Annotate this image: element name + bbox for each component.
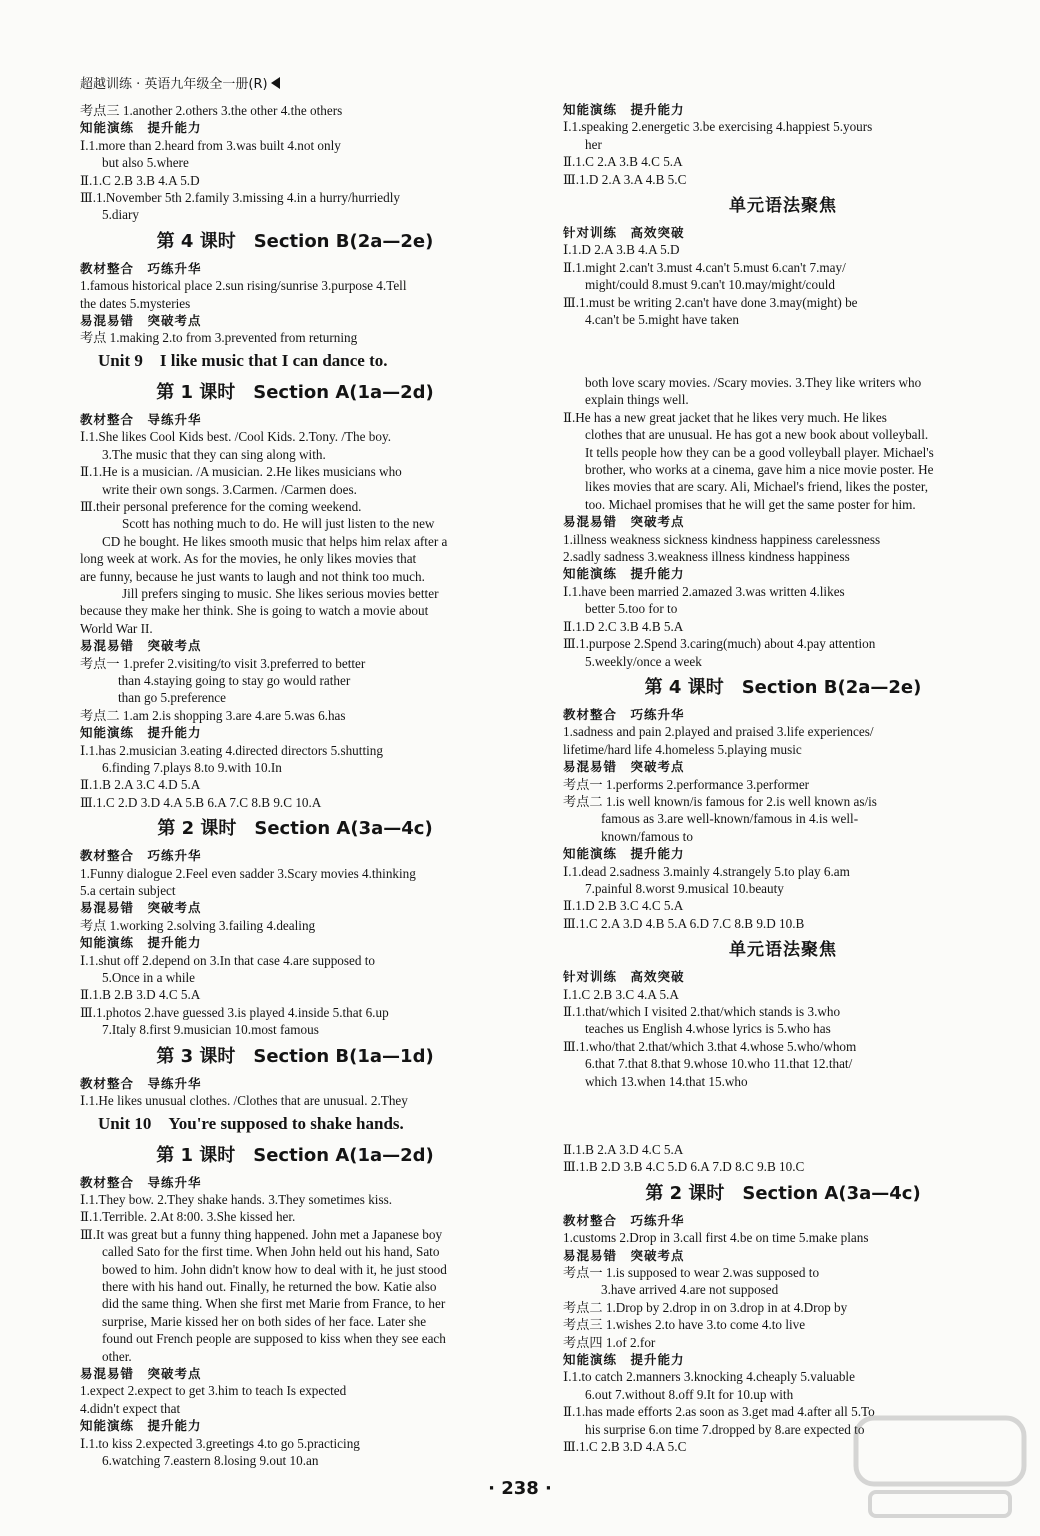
right-mid-block bbox=[563, 374, 1003, 670]
answer-line: because they make her think. She is going to watch a movie about bbox=[80, 603, 429, 619]
answer-line: 7.Italy 8.first 9.musician 10.most famous bbox=[102, 1022, 319, 1038]
running-header bbox=[80, 76, 280, 93]
left-top-block bbox=[80, 102, 510, 224]
answer-line: 考点二 1.is well known/is famous for 2.is well known as/is bbox=[563, 793, 877, 809]
answer-line: Ⅲ.1.purpose 2.Spend 3.caring(much) about 4.pay attention bbox=[563, 636, 876, 652]
answer-line: Ⅲ.1.B 2.D 3.B 4.C 5.D 6.A 7.D 8.C 9.B 10.C bbox=[563, 1159, 805, 1175]
section-heading: 知能演练 提升能力 bbox=[563, 846, 685, 862]
section-heading: 知能演练 提升能力 bbox=[80, 935, 202, 951]
answer-line: other. bbox=[102, 1348, 132, 1364]
section-heading: 易混易错 突破考点 bbox=[80, 313, 202, 329]
answer-line: 5.a certain subject bbox=[80, 883, 176, 899]
answer-line: famous as 3.are well-known/famous in 4.is well- bbox=[601, 811, 859, 827]
answer-line: Ⅰ.1.She likes Cool Kids best. /Cool Kids. 2.Tony. /The boy. bbox=[80, 429, 392, 445]
answer-line: Ⅱ.1.He is a musician. /A musician. 2.He likes musicians who bbox=[80, 464, 402, 480]
answer-line: teaches us English 4.whose lyrics is 5.who has bbox=[585, 1021, 831, 1037]
answer-line: Ⅱ.1.Terrible. 2.At 8:00. 3.She kissed her. bbox=[80, 1209, 296, 1225]
answer-line: 1.customs 2.Drop in 3.call first 4.be on time 5.make plans bbox=[563, 1230, 869, 1246]
answer-line: Ⅰ.1.dead 2.sadness 3.mainly 4.strangely 5.to play 6.am bbox=[563, 863, 850, 879]
answer-line: are funny, because he just wants to laugh and not think too much. bbox=[80, 568, 425, 584]
section-heading: 易混易错 突破考点 bbox=[563, 1247, 685, 1263]
answer-line: write their own songs. 3.Carmen. /Carmen does. bbox=[102, 481, 357, 497]
answer-line: Ⅲ.1.D 2.A 3.A 4.B 5.C bbox=[563, 171, 687, 187]
lesson-title: 第 1 课时 Section A(1a—2d) bbox=[156, 1144, 434, 1166]
answer-line: lifetime/hard life 4.homeless 5.playing music bbox=[563, 741, 802, 757]
answer-line: explain things well. bbox=[585, 392, 689, 408]
answer-line: Ⅲ.1.who/that 2.that/which 3.that 4.whose 5.who/whom bbox=[563, 1038, 857, 1054]
answer-line: CD he bought. He likes smooth music that helps him relax after a bbox=[102, 533, 448, 549]
answer-line: Ⅰ.1.more than 2.heard from 3.was built 4.not only bbox=[80, 137, 341, 153]
section-heading: 易混易错 突破考点 bbox=[80, 1365, 202, 1381]
right-column-top bbox=[563, 101, 1003, 328]
answer-line: Ⅲ.1.C 2.B 3.D 4.A 5.C bbox=[563, 1439, 687, 1455]
answer-line: Ⅲ.1.must be writing 2.can't have done 3.may(might) be bbox=[563, 294, 858, 310]
answer-line: known/famous to bbox=[601, 828, 693, 844]
answer-line: 考点 1.working 2.solving 3.failing 4.dealing bbox=[80, 917, 316, 933]
section-heading: 教材整合 导练升华 bbox=[80, 411, 202, 427]
lesson-title: 第 4 课时 Section B(2a—2e) bbox=[156, 230, 434, 252]
answer-line: It tells people how they can be a good volleyball player. Michael's bbox=[585, 444, 934, 460]
answer-line: Ⅰ.1.shut off 2.depend on 3.In that case 4.are supposed to bbox=[80, 952, 376, 968]
answer-line: than 4.staying going to stay go would rather bbox=[118, 672, 351, 688]
answer-line: Ⅲ.their personal preference for the coming weekend. bbox=[80, 498, 362, 514]
answer-line: Ⅱ.1.that/which I visited 2.that/which stands is 3.who bbox=[563, 1004, 841, 1019]
answer-line: 3.have arrived 4.are not supposed bbox=[601, 1282, 779, 1298]
left-column bbox=[80, 102, 510, 1469]
answer-line: 1.famous historical place 2.sun rising/sunrise 3.purpose 4.Tell bbox=[80, 278, 407, 294]
section-heading: 易混易错 突破考点 bbox=[563, 759, 685, 775]
answer-line: Ⅰ.1.D 2.A 3.B 4.A 5.D bbox=[563, 242, 680, 258]
right-bottom-block bbox=[563, 1141, 1003, 1176]
answer-line: 4.didn't expect that bbox=[80, 1400, 181, 1416]
lesson-title: 第 2 课时 Section A(3a—4c) bbox=[157, 818, 433, 840]
answer-line: Scott has nothing much to do. He will just listen to the new bbox=[122, 516, 435, 532]
section-heading: 知能演练 提升能力 bbox=[80, 1418, 202, 1434]
answer-line: called Sato for the first time. When John held out his hand, Sato bbox=[102, 1244, 440, 1260]
lesson-title: 第 4 课时 Section B(2a—2e) bbox=[644, 676, 922, 698]
answer-line: his surprise 6.on time 7.dropped by 8.are expected to bbox=[585, 1421, 865, 1437]
answer-line: 6.watching 7.eastern 8.losing 9.out 10.an bbox=[102, 1453, 319, 1468]
answer-line: 4.can't be 5.might have taken bbox=[585, 312, 739, 328]
u9-lesson-1-block bbox=[80, 411, 510, 811]
answer-line: 1.expect 2.expect to get 3.him to teach Is expected bbox=[80, 1383, 347, 1399]
answer-line: but also 5.where bbox=[102, 155, 189, 171]
answer-line: Ⅲ.It was great but a funny thing happened. John met a Japanese boy bbox=[80, 1226, 443, 1242]
right-top-block bbox=[563, 101, 1003, 188]
answer-line: 考点一 1.is supposed to wear 2.was supposed to bbox=[563, 1265, 820, 1281]
answer-line: 1.illness weakness sickness kindness happiness carelessness bbox=[563, 531, 881, 547]
lesson-title: 第 1 课时 Section A(1a—2d) bbox=[156, 381, 434, 403]
section-heading: 知能演练 提升能力 bbox=[563, 1352, 685, 1368]
answer-line: bowed to him. John didn't know how to deal with it, he just stood bbox=[102, 1261, 447, 1277]
answer-line: 5.weekly/once a week bbox=[585, 653, 702, 669]
lesson-title: 第 3 课时 Section B(1a—1d) bbox=[156, 1045, 434, 1067]
answer-line: Ⅲ.1.photos 2.have guessed 3.is played 4.inside 5.that 6.up bbox=[80, 1004, 389, 1020]
answer-line: 考点 1.making 2.to from 3.prevented from returning bbox=[80, 330, 358, 346]
answer-line: Ⅰ.1.He likes unusual clothes. /Clothes that are unusual. 2.They bbox=[80, 1093, 408, 1109]
lesson-title: 第 2 课时 Section A(3a—4c) bbox=[645, 1182, 921, 1204]
answer-line: Ⅰ.1.has 2.musician 3.eating 4.directed directors 5.shutting bbox=[80, 742, 383, 758]
section-heading: 教材整合 巧练升华 bbox=[563, 706, 685, 722]
answer-line: the dates 5.mysteries bbox=[80, 295, 191, 311]
section-heading: 知能演练 提升能力 bbox=[80, 725, 202, 741]
lesson-4b-block bbox=[80, 260, 510, 347]
answer-line: Ⅲ.1.November 5th 2.family 3.missing 4.in a hurry/hurriedly bbox=[80, 190, 401, 206]
u9-lesson-2-block bbox=[80, 847, 510, 1038]
answer-line: might/could 8.must 9.can't 10.may/might/could bbox=[585, 277, 835, 293]
answer-line: 5.diary bbox=[102, 207, 139, 223]
grammar-2-block bbox=[563, 968, 1003, 1090]
answer-line: 考点二 1.am 2.is shopping 3.are 4.are 5.was 6.has bbox=[80, 707, 346, 723]
watermark-logo-icon bbox=[850, 1412, 1030, 1522]
section-heading: 知能演练 提升能力 bbox=[563, 566, 685, 582]
answer-line: 3.The music that they can sing along with. bbox=[102, 446, 326, 462]
grammar-1-block bbox=[563, 224, 1003, 328]
answer-line: found out French people are supposed to kiss when they see each bbox=[102, 1331, 446, 1347]
section-heading: 知能演练 提升能力 bbox=[563, 102, 685, 117]
answer-line: clothes that are unusual. He has got a new book about volleyball. bbox=[585, 427, 929, 443]
u10-lesson-1-block bbox=[80, 1174, 510, 1470]
answer-line: 考点一 1.prefer 2.visiting/to visit 3.preferred to better bbox=[80, 655, 366, 671]
section-heading: 教材整合 巧练升华 bbox=[80, 260, 202, 276]
answer-line: surprise, Marie kissed her on both sides of her face. Later she bbox=[102, 1313, 427, 1329]
grammar-title: 单元语法聚焦 bbox=[729, 940, 837, 961]
answer-line: 考点三 1.another 2.others 3.the other 4.the others bbox=[80, 103, 343, 118]
answer-line: 5.Once in a while bbox=[102, 970, 196, 986]
answer-line: both love scary movies. /Scary movies. 3.They like writers who bbox=[585, 375, 922, 390]
section-heading: 教材整合 导练升华 bbox=[80, 1174, 202, 1190]
section-heading: 针对训练 高效突破 bbox=[563, 225, 685, 241]
page-number: · 238 · bbox=[488, 1478, 552, 1499]
answer-line: better 5.too for to bbox=[585, 601, 678, 617]
answer-line: 1.sadness and pain 2.played and praised 3.life experiences/ bbox=[563, 724, 874, 740]
answer-line: Ⅰ.1.C 2.B 3.C 4.A 5.A bbox=[563, 986, 679, 1002]
answer-line: 6.out 7.without 8.off 9.It for 10.up with bbox=[585, 1386, 794, 1402]
grammar-title: 单元语法聚焦 bbox=[729, 196, 837, 217]
answer-line: 7.painful 8.worst 9.musical 10.beauty bbox=[585, 880, 784, 896]
answer-line: 考点二 1.Drop by 2.drop in on 3.drop in at 4.Drop by bbox=[563, 1299, 848, 1315]
answer-line: Ⅰ.1.speaking 2.energetic 3.be exercising 4.happiest 5.yours bbox=[563, 119, 873, 135]
answer-line: 考点四 1.of 2.for bbox=[563, 1334, 656, 1350]
answer-line: Ⅱ.1.C 2.A 3.B 4.C 5.A bbox=[563, 154, 683, 170]
answer-line: Ⅱ.1.B 2.B 3.D 4.C 5.A bbox=[80, 987, 201, 1003]
answer-line: Ⅰ.1.have been married 2.amazed 3.was written 4.likes bbox=[563, 583, 845, 599]
section-heading: 教材整合 巧练升华 bbox=[563, 1212, 685, 1228]
answer-line: Ⅱ.1.might 2.can't 3.must 4.can't 5.must 6.can't 7.may/ bbox=[563, 259, 846, 275]
answer-line: Ⅰ.1.to catch 2.manners 3.knocking 4.cheaply 5.valuable bbox=[563, 1369, 855, 1385]
section-heading: 教材整合 巧练升华 bbox=[80, 848, 202, 864]
answer-line: Ⅱ.1.D 2.B 3.C 4.C 5.A bbox=[563, 898, 684, 914]
answer-line: 6.that 7.that 8.that 9.whose 10.who 11.that 12.that/ bbox=[585, 1056, 853, 1072]
answer-line: too. Michael promises that he will get the same poster for him. bbox=[585, 496, 916, 512]
section-heading: 知能演练 提升能力 bbox=[80, 120, 202, 136]
answer-line: Jill prefers singing to music. She likes serious movies better bbox=[122, 585, 439, 601]
answer-line: likes movies that are scary. Ali, Michael's friend, likes the poster, bbox=[585, 479, 929, 495]
answer-line: Ⅰ.1.to kiss 2.expected 3.greetings 4.to go 5.practicing bbox=[80, 1435, 360, 1451]
answer-line: Ⅲ.1.C 2.D 3.D 4.A 5.B 6.A 7.C 8.B 9.C 10.A bbox=[80, 794, 322, 810]
answer-line: Ⅱ.He has a new great jacket that he likes very much. He likes bbox=[563, 409, 887, 425]
right-column-mid bbox=[563, 374, 1003, 1090]
answer-line: 考点一 1.performs 2.performance 3.performer bbox=[563, 776, 810, 792]
answer-line: there with his hand out. Finally, he returned the bow. Katie also bbox=[102, 1278, 437, 1294]
answer-line: did the same thing. When she first met Marie from France, to her bbox=[102, 1296, 446, 1312]
answer-line: brother, who works at a cinema, gave him a nice movie poster. He bbox=[585, 462, 934, 478]
answer-line: World War II. bbox=[80, 620, 153, 636]
answer-line: 1.Funny dialogue 2.Feel even sadder 3.Scary movies 4.thinking bbox=[80, 865, 416, 881]
answer-line: 6.finding 7.plays 8.to 9.with 10.In bbox=[102, 760, 282, 775]
section-heading: 易混易错 突破考点 bbox=[563, 514, 685, 530]
answer-line: Ⅱ.1.C 2.B 3.B 4.A 5.D bbox=[80, 172, 200, 188]
answer-line: than go 5.preference bbox=[118, 690, 227, 706]
section-heading: 针对训练 高效突破 bbox=[563, 969, 685, 985]
answer-line: her bbox=[585, 136, 602, 152]
unit-10-title: Unit 10 You're supposed to shake hands. bbox=[98, 1113, 404, 1133]
answer-line: Ⅲ.1.C 2.A 3.D 4.B 5.A 6.D 7.C 8.B 9.D 10.B bbox=[563, 915, 805, 931]
section-heading: 易混易错 突破考点 bbox=[80, 900, 202, 916]
section-heading: 教材整合 导练升华 bbox=[80, 1075, 202, 1091]
triangle-icon bbox=[271, 77, 280, 89]
answer-line: long week at work. As for the movies, he only likes movies that bbox=[80, 551, 417, 567]
answer-line: 2.sadly sadness 3.weakness illness kindness happiness bbox=[563, 549, 850, 565]
u9-lesson-3-block bbox=[80, 1075, 510, 1110]
answer-line: Ⅰ.1.They bow. 2.They shake hands. 3.They sometimes kiss. bbox=[80, 1191, 393, 1207]
answer-line: Ⅱ.1.B 2.A 3.C 4.D 5.A bbox=[80, 777, 201, 793]
header-text: 超越训练 · 英语九年级全一册(R) bbox=[80, 77, 268, 92]
answer-line: which 13.when 14.that 15.who bbox=[585, 1073, 748, 1089]
section-heading: 易混易错 突破考点 bbox=[80, 638, 202, 654]
answer-line: Ⅱ.1.B 2.A 3.D 4.C 5.A bbox=[563, 1142, 684, 1157]
unit-9-title: Unit 9 I like music that I can dance to. bbox=[98, 350, 388, 370]
answer-line: Ⅱ.1.D 2.C 3.B 4.B 5.A bbox=[563, 618, 684, 634]
answer-line: Ⅱ.1.has made efforts 2.as soon as 3.get mad 4.after all 5.To bbox=[563, 1404, 875, 1420]
answer-line: 考点三 1.wishes 2.to have 3.to come 4.to live bbox=[563, 1317, 806, 1333]
right-column-bottom bbox=[563, 1141, 1003, 1456]
r-lesson-4-block bbox=[563, 706, 1003, 932]
